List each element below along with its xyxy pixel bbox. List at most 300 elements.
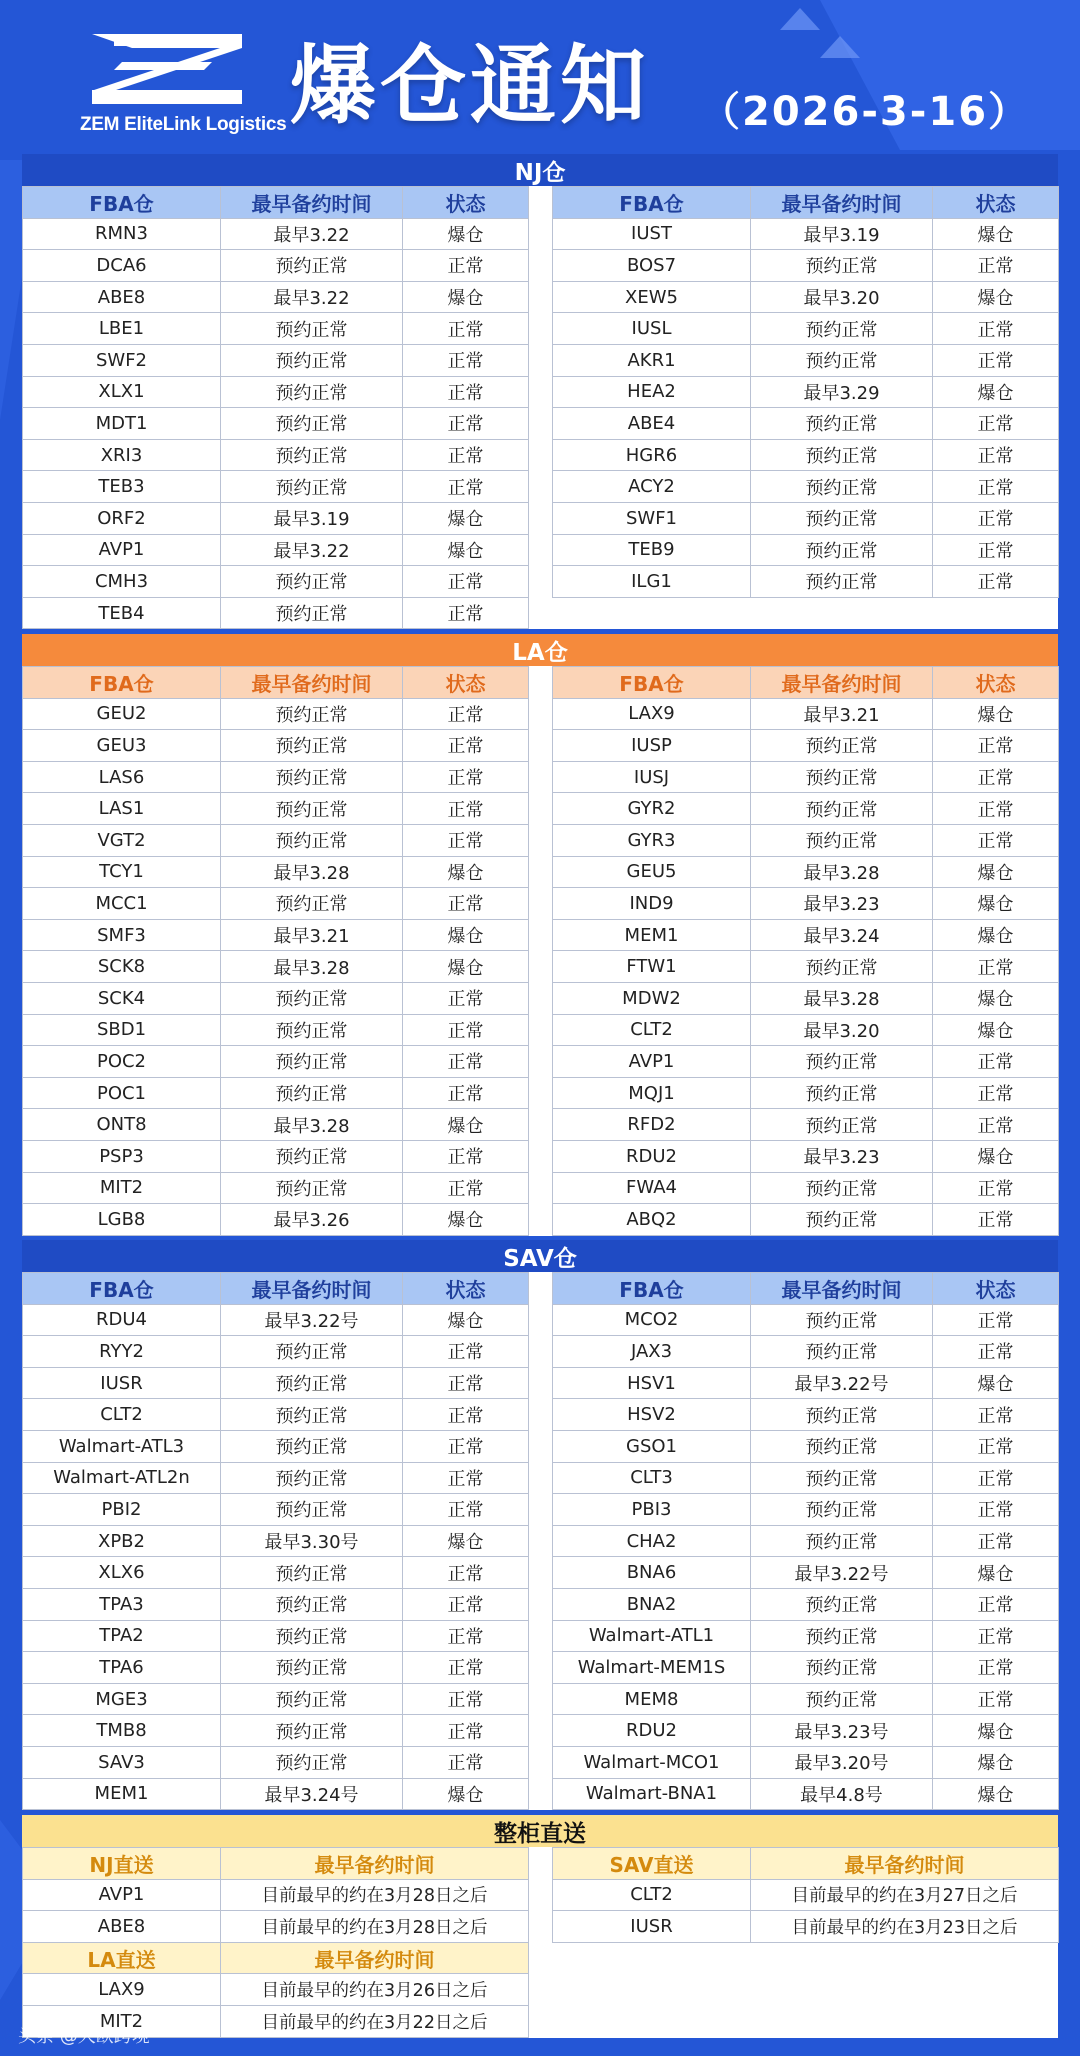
- warehouse-code: CLT2: [553, 1014, 751, 1046]
- table-row: [553, 408, 1059, 440]
- warehouse-code: Walmart-MCO1: [553, 1746, 751, 1778]
- appointment-time: 最早3.23: [751, 888, 933, 920]
- warehouse-code: XRI3: [23, 439, 221, 471]
- appointment-time: 预约正常: [221, 1140, 403, 1172]
- appointment-time: 最早3.22号: [221, 1304, 403, 1336]
- status: 正常: [933, 1399, 1059, 1431]
- table-row: [553, 856, 1059, 888]
- warehouse-code: Walmart-ATL1: [553, 1620, 751, 1652]
- appointment-time: 最早3.22号: [751, 1367, 933, 1399]
- status: 正常: [403, 1494, 529, 1526]
- warehouse-code: ACY2: [553, 471, 751, 503]
- warehouse-code: SWF2: [23, 344, 221, 376]
- appointment-time: 预约正常: [221, 793, 403, 825]
- table-row: [553, 1525, 1059, 1557]
- warehouse-code: ABE8: [23, 281, 221, 313]
- col-time: 最早备约时间: [221, 187, 403, 219]
- table-row: [23, 471, 529, 503]
- appointment-time: 预约正常: [221, 344, 403, 376]
- sav-direct-table: [552, 1847, 1058, 2038]
- table-row: [23, 376, 529, 408]
- warehouse-code: MDW2: [553, 982, 751, 1014]
- col-time: 最早备约时间: [221, 1942, 529, 1974]
- table-row: [553, 1494, 1059, 1526]
- table-row: [23, 218, 529, 250]
- status: 正常: [933, 471, 1059, 503]
- warehouse-code: GEU5: [553, 856, 751, 888]
- la-warehouse-section: [22, 634, 1058, 1236]
- table-row: [23, 1652, 529, 1684]
- table-row: [553, 1046, 1059, 1078]
- table-row: [23, 1778, 529, 1810]
- warehouse-code: ABE8: [23, 1911, 221, 1943]
- appointment-time: 预约正常: [221, 1014, 403, 1046]
- appointment-time: 最早4.8号: [751, 1778, 933, 1810]
- status: 爆仓: [403, 1204, 529, 1236]
- status: 正常: [933, 1588, 1059, 1620]
- table-row: [553, 951, 1059, 983]
- table-row: [23, 281, 529, 313]
- appointment-time: 目前最早的约在3月23日之后: [751, 1911, 1059, 1943]
- warehouse-code: RDU2: [553, 1140, 751, 1172]
- status: 爆仓: [403, 218, 529, 250]
- warehouse-code: TMB8: [23, 1715, 221, 1747]
- warehouse-code: CLT2: [553, 1879, 751, 1911]
- status: 正常: [933, 250, 1059, 282]
- status: 正常: [933, 1494, 1059, 1526]
- appointment-time: 目前最早的约在3月27日之后: [751, 1879, 1059, 1911]
- appointment-time: 预约正常: [221, 566, 403, 598]
- table-row: [553, 919, 1059, 951]
- warehouse-code: MIT2: [23, 1172, 221, 1204]
- warehouse-code: RMN3: [23, 218, 221, 250]
- status: 爆仓: [403, 919, 529, 951]
- appointment-time: 预约正常: [221, 1652, 403, 1684]
- warehouse-code: AVP1: [23, 1879, 221, 1911]
- appointment-time: 最早3.28: [221, 951, 403, 983]
- appointment-time: 预约正常: [751, 824, 933, 856]
- appointment-time: 最早3.28: [221, 856, 403, 888]
- warehouse-code: ONT8: [23, 1109, 221, 1141]
- appointment-time: 最早3.20: [751, 1014, 933, 1046]
- table-row: [23, 1525, 529, 1557]
- table-row: [23, 1494, 529, 1526]
- warehouse-code: MCO2: [553, 1304, 751, 1336]
- table-row: [23, 1046, 529, 1078]
- appointment-time: 预约正常: [751, 1588, 933, 1620]
- sav-right-table: [552, 1272, 1058, 1810]
- status: 爆仓: [933, 888, 1059, 920]
- warehouse-code: MEM1: [23, 1778, 221, 1810]
- warehouse-code: FTW1: [553, 951, 751, 983]
- appointment-time: 预约正常: [751, 1336, 933, 1368]
- col-fba: FBA仓: [23, 667, 221, 699]
- table-row: [23, 730, 529, 762]
- table-row: [23, 534, 529, 566]
- appointment-time: 预约正常: [221, 439, 403, 471]
- table-row: [23, 566, 529, 598]
- status: 正常: [933, 1046, 1059, 1078]
- warehouse-code: LAS6: [23, 761, 221, 793]
- status: 爆仓: [933, 376, 1059, 408]
- warehouse-code: Walmart-ATL2n: [23, 1462, 221, 1494]
- status: 正常: [403, 698, 529, 730]
- appointment-time: 预约正常: [221, 1430, 403, 1462]
- warehouse-code: IND9: [553, 888, 751, 920]
- status: 正常: [933, 1077, 1059, 1109]
- status: 正常: [933, 1304, 1059, 1336]
- appointment-time: 预约正常: [221, 597, 403, 629]
- table-row: [553, 1140, 1059, 1172]
- warehouse-code: IUSP: [553, 730, 751, 762]
- status: 正常: [403, 1336, 529, 1368]
- appointment-time: 预约正常: [751, 1046, 933, 1078]
- appointment-time: 预约正常: [221, 824, 403, 856]
- appointment-time: 最早3.24: [751, 919, 933, 951]
- table-row: [23, 888, 529, 920]
- status: 爆仓: [403, 1304, 529, 1336]
- page-title: 爆仓通知: [290, 36, 650, 136]
- warehouse-code: HSV2: [553, 1399, 751, 1431]
- table-row: [553, 1715, 1059, 1747]
- appointment-time: 预约正常: [751, 761, 933, 793]
- status: 爆仓: [933, 1746, 1059, 1778]
- table-row: [553, 982, 1059, 1014]
- warehouse-code: ILG1: [553, 566, 751, 598]
- status: 爆仓: [403, 1525, 529, 1557]
- warehouse-code: IUSR: [553, 1911, 751, 1943]
- appointment-time: 预约正常: [751, 1204, 933, 1236]
- warehouse-code: RDU2: [553, 1715, 751, 1747]
- table-row: [553, 1778, 1059, 1810]
- status: 正常: [933, 1430, 1059, 1462]
- appointment-time: 预约正常: [221, 250, 403, 282]
- status: 爆仓: [403, 502, 529, 534]
- appointment-time: 最早3.22: [221, 281, 403, 313]
- status: 正常: [403, 1399, 529, 1431]
- warehouse-code: BNA6: [553, 1557, 751, 1589]
- warehouse-code: SAV3: [23, 1746, 221, 1778]
- status: 正常: [933, 1652, 1059, 1684]
- status: 爆仓: [403, 951, 529, 983]
- status: 正常: [933, 730, 1059, 762]
- table-row: [23, 1620, 529, 1652]
- appointment-time: 预约正常: [221, 1683, 403, 1715]
- status: 正常: [403, 1557, 529, 1589]
- appointment-time: 预约正常: [751, 1304, 933, 1336]
- status: 爆仓: [933, 218, 1059, 250]
- sav-left-table: [22, 1272, 528, 1810]
- appointment-time: 最早3.23号: [751, 1715, 933, 1747]
- appointment-time: 最早3.28: [751, 856, 933, 888]
- appointment-time: 预约正常: [751, 1172, 933, 1204]
- status: 正常: [933, 534, 1059, 566]
- status: 正常: [933, 1172, 1059, 1204]
- warehouse-code: TEB3: [23, 471, 221, 503]
- col-fba: FBA仓: [553, 1273, 751, 1305]
- zem-logo-icon: [92, 34, 242, 104]
- appointment-time: 预约正常: [221, 1588, 403, 1620]
- status: 正常: [403, 1652, 529, 1684]
- appointment-time: 预约正常: [751, 730, 933, 762]
- status: 正常: [933, 408, 1059, 440]
- appointment-time: 预约正常: [221, 1494, 403, 1526]
- watermark: 头条 @大欧跨境: [18, 2026, 150, 2047]
- warehouse-code: DCA6: [23, 250, 221, 282]
- status: 正常: [403, 1715, 529, 1747]
- appointment-time: 预约正常: [751, 566, 933, 598]
- appointment-time: 预约正常: [751, 1077, 933, 1109]
- table-row: [23, 1140, 529, 1172]
- warehouse-code: POC2: [23, 1046, 221, 1078]
- status: 正常: [403, 408, 529, 440]
- status: 正常: [403, 1462, 529, 1494]
- appointment-time: 预约正常: [221, 471, 403, 503]
- appointment-time: 最早3.20: [751, 281, 933, 313]
- table-row: [23, 408, 529, 440]
- table-row: [553, 888, 1059, 920]
- warehouse-code: AVP1: [553, 1046, 751, 1078]
- table-row: [23, 1014, 529, 1046]
- table-row: [23, 1683, 529, 1715]
- warehouse-code: Walmart-MEM1S: [553, 1652, 751, 1684]
- col-nj-direct: NJ直送: [23, 1848, 221, 1880]
- appointment-time: 预约正常: [751, 1494, 933, 1526]
- table-row: [553, 1336, 1059, 1368]
- warehouse-code: MCC1: [23, 888, 221, 920]
- appointment-time: 最早3.30号: [221, 1525, 403, 1557]
- table-row: [23, 698, 529, 730]
- status: 正常: [933, 1683, 1059, 1715]
- status: 正常: [403, 1046, 529, 1078]
- col-time: 最早备约时间: [221, 667, 403, 699]
- appointment-time: 预约正常: [751, 951, 933, 983]
- appointment-time: 最早3.23: [751, 1140, 933, 1172]
- status: 正常: [933, 313, 1059, 345]
- table-row: [553, 218, 1059, 250]
- appointment-time: 最早3.28: [221, 1109, 403, 1141]
- status: 正常: [933, 1204, 1059, 1236]
- table-row: [553, 439, 1059, 471]
- table-row: [23, 1462, 529, 1494]
- table-row: [553, 1746, 1059, 1778]
- la-left-table: [22, 666, 528, 1236]
- appointment-time: 预约正常: [221, 1367, 403, 1399]
- appointment-time: 预约正常: [221, 376, 403, 408]
- appointment-time: 最早3.24号: [221, 1778, 403, 1810]
- warehouse-code: LBE1: [23, 313, 221, 345]
- warehouse-code: HSV1: [553, 1367, 751, 1399]
- table-row: [23, 824, 529, 856]
- status: 正常: [403, 1077, 529, 1109]
- warehouse-code: XEW5: [553, 281, 751, 313]
- table-row: [553, 1172, 1059, 1204]
- appointment-time: 预约正常: [221, 761, 403, 793]
- warehouse-code: ORF2: [23, 502, 221, 534]
- table-row: [553, 250, 1059, 282]
- appointment-time: 最早3.28: [751, 982, 933, 1014]
- appointment-time: 预约正常: [221, 1620, 403, 1652]
- appointment-time: 最早3.26: [221, 1204, 403, 1236]
- status: 正常: [933, 1620, 1059, 1652]
- table-row: [23, 1911, 529, 1943]
- status: 正常: [403, 730, 529, 762]
- appointment-time: 目前最早的约在3月28日之后: [221, 1911, 529, 1943]
- appointment-time: 预约正常: [221, 1462, 403, 1494]
- status: 爆仓: [403, 856, 529, 888]
- status: 正常: [933, 1525, 1059, 1557]
- warehouse-code: MDT1: [23, 408, 221, 440]
- table-row: [553, 1077, 1059, 1109]
- status: 正常: [403, 1746, 529, 1778]
- appointment-time: 预约正常: [751, 1399, 933, 1431]
- warehouse-code: XLX6: [23, 1557, 221, 1589]
- table-row: [23, 951, 529, 983]
- warehouse-code: GEU3: [23, 730, 221, 762]
- warehouse-code: SWF1: [553, 502, 751, 534]
- col-time: 最早备约时间: [751, 667, 933, 699]
- warehouse-code: SMF3: [23, 919, 221, 951]
- appointment-time: 预约正常: [751, 1652, 933, 1684]
- warehouse-code: MEM1: [553, 919, 751, 951]
- warehouse-code: MGE3: [23, 1683, 221, 1715]
- col-fba: FBA仓: [23, 187, 221, 219]
- col-time: 最早备约时间: [221, 1848, 529, 1880]
- warehouse-code: CLT3: [553, 1462, 751, 1494]
- full-container-direct-section: [22, 1815, 1058, 2033]
- warehouse-code: RDU4: [23, 1304, 221, 1336]
- status: 爆仓: [933, 698, 1059, 730]
- status: 正常: [403, 1014, 529, 1046]
- appointment-time: 预约正常: [751, 344, 933, 376]
- table-row: [553, 824, 1059, 856]
- table-row: [553, 376, 1059, 408]
- status: 正常: [403, 1172, 529, 1204]
- appointment-time: 预约正常: [221, 730, 403, 762]
- appointment-time: 预约正常: [221, 1399, 403, 1431]
- warehouse-code: XPB2: [23, 1525, 221, 1557]
- table-row: [553, 1462, 1059, 1494]
- table-row: [23, 919, 529, 951]
- status: 正常: [403, 793, 529, 825]
- warehouse-code: LAS1: [23, 793, 221, 825]
- table-row: [553, 313, 1059, 345]
- table-row: [553, 1204, 1059, 1236]
- sav-warehouse-section: [22, 1240, 1058, 1810]
- status: 爆仓: [933, 1778, 1059, 1810]
- table-row: [23, 1974, 529, 2006]
- warehouse-code: CMH3: [23, 566, 221, 598]
- header: [0, 0, 1080, 152]
- warehouse-code: AVP1: [23, 534, 221, 566]
- warehouse-code: TPA3: [23, 1588, 221, 1620]
- warehouse-code: IUSR: [23, 1367, 221, 1399]
- warehouse-code: LAX9: [23, 1974, 221, 2006]
- table-row: [23, 344, 529, 376]
- warehouse-code: RYY2: [23, 1336, 221, 1368]
- status: 正常: [403, 1430, 529, 1462]
- appointment-time: 预约正常: [221, 1336, 403, 1368]
- table-row: [553, 1367, 1059, 1399]
- warehouse-code: PSP3: [23, 1140, 221, 1172]
- appointment-time: 预约正常: [751, 471, 933, 503]
- status: 正常: [403, 1367, 529, 1399]
- table-row: [553, 793, 1059, 825]
- appointment-time: 目前最早的约在3月28日之后: [221, 1879, 529, 1911]
- status: 正常: [403, 982, 529, 1014]
- status: 正常: [403, 1620, 529, 1652]
- appointment-time: 预约正常: [221, 1715, 403, 1747]
- logo-text: ZEM EliteLink Logistics: [80, 114, 287, 135]
- appointment-time: 预约正常: [751, 793, 933, 825]
- appointment-time: 预约正常: [751, 1620, 933, 1652]
- status: 正常: [403, 888, 529, 920]
- appointment-time: 最早3.21: [751, 698, 933, 730]
- appointment-time: 最早3.29: [751, 376, 933, 408]
- table-row: [23, 1430, 529, 1462]
- col-la-direct: LA直送: [23, 1942, 221, 1974]
- section-title-la: LA仓: [22, 634, 1058, 666]
- warehouse-code: SBD1: [23, 1014, 221, 1046]
- table-row: [23, 793, 529, 825]
- section-title-nj: NJ仓: [22, 154, 1058, 186]
- status: 正常: [403, 566, 529, 598]
- warehouse-code: GEU2: [23, 698, 221, 730]
- status: 正常: [403, 376, 529, 408]
- warehouse-code: PBI2: [23, 1494, 221, 1526]
- status: 正常: [403, 439, 529, 471]
- appointment-time: 预约正常: [751, 1109, 933, 1141]
- appointment-time: 最早3.21: [221, 919, 403, 951]
- status: 正常: [403, 761, 529, 793]
- status: 正常: [933, 1462, 1059, 1494]
- status: 正常: [403, 471, 529, 503]
- table-row: [23, 250, 529, 282]
- col-status: 状态: [403, 1273, 529, 1305]
- appointment-time: 预约正常: [221, 1046, 403, 1078]
- appointment-time: 最早3.19: [221, 502, 403, 534]
- col-status: 状态: [403, 187, 529, 219]
- la-right-table: [552, 666, 1058, 1236]
- warehouse-code: Walmart-BNA1: [553, 1778, 751, 1810]
- appointment-time: 预约正常: [751, 1462, 933, 1494]
- status: 正常: [403, 824, 529, 856]
- warehouse-code: Walmart-ATL3: [23, 1430, 221, 1462]
- appointment-time: 预约正常: [221, 313, 403, 345]
- warehouse-code: ABQ2: [553, 1204, 751, 1236]
- status: 正常: [403, 597, 529, 629]
- table-row: [23, 761, 529, 793]
- warehouse-code: MEM8: [553, 1683, 751, 1715]
- table-row: [23, 1399, 529, 1431]
- col-time: 最早备约时间: [221, 1273, 403, 1305]
- warehouse-code: CHA2: [553, 1525, 751, 1557]
- table-row: [23, 502, 529, 534]
- warehouse-code: MIT2: [23, 2005, 221, 2037]
- status: 爆仓: [403, 534, 529, 566]
- table-row: [23, 597, 529, 629]
- appointment-time: 预约正常: [221, 982, 403, 1014]
- warehouse-code: BOS7: [553, 250, 751, 282]
- status: 爆仓: [933, 1557, 1059, 1589]
- appointment-time: 预约正常: [751, 408, 933, 440]
- nj-direct-table: [22, 1847, 528, 2038]
- table-row: [23, 1367, 529, 1399]
- appointment-time: 预约正常: [751, 1683, 933, 1715]
- warehouse-code: PBI3: [553, 1494, 751, 1526]
- status: 正常: [403, 1140, 529, 1172]
- appointment-time: 预约正常: [221, 1557, 403, 1589]
